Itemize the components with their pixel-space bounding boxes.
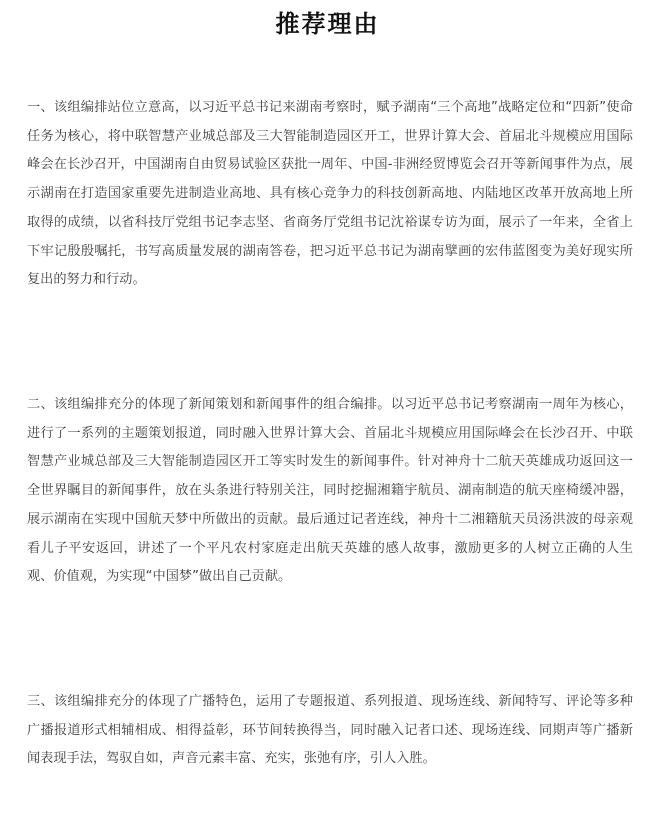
paragraph-1: 一、该组编排站位立意高，以习近平总书记来湖南考察时，赋予湖南“三个高地”战略定位和“四新”使命任务为核心，将中联智慧产业城总部及三大智能制造园区开工，世界计算大会、首届北斗规模应用国际峰会在长沙召开，中国湖南自由贸易试验区获批一周年、中国-非洲经贸博览会召开等新闻事件为点，展示湖南在打造国家重要先进制造业高地、具有核心竞争力的科技创新高地、内陆地区改革开放高地上所取得的成绩，以省科技厅党组书记李志坚、省商务厅党组书记沈裕谋专访为面，展示了一年来，全省上下牢记殷殷嘱托，书写高质量发展的湖南答卷，把习近平总书记为湖南擘画的宏伟蓝图变为美好现实所复出的努力和行动。 bbox=[27, 100, 633, 288]
page-title: 推荐理由 bbox=[275, 9, 380, 38]
paragraph-2: 二、该组编排充分的体现了新闻策划和新闻事件的组合编排。以习近平总书记考察湖南一周年为核心，进行了一系列的主题策划报道，同时融入世界计算大会、首届北斗规模应用国际峰会在长沙召开、中联智慧产业城总部及三大智能制造园区开工等实时发生的新闻事件。针对神舟十二航天英雄成功返回这一全世界瞩目的新闻事件，放在头条进行特别关注，同时挖掘湘籍宇航员、湖南制造的航天座椅缓冲器，展示湖南在实现中国航天梦中所做出的贡献。最后通过记者连线，神舟十二湘籍航天员汤洪波的母亲观看儿子平安返回，讲述了一个平凡农村家庭走出航天英雄的感人故事，激励更多的人树立正确的人生观、价值观，为实现“中国梦”做出自己贡献。 bbox=[27, 397, 633, 585]
paragraph-3: 三、该组编排充分的体现了广播特色，运用了专题报道、系列报道、现场连线、新闻特写、评论等多种广播报道形式相辅相成、相得益彰，环节间转换得当，同时融入记者口述、现场连线、同期声等广播新闻表现手法，驾驭自如，声音元素丰富、充实，张弛有序，引人入胜。 bbox=[27, 694, 633, 767]
